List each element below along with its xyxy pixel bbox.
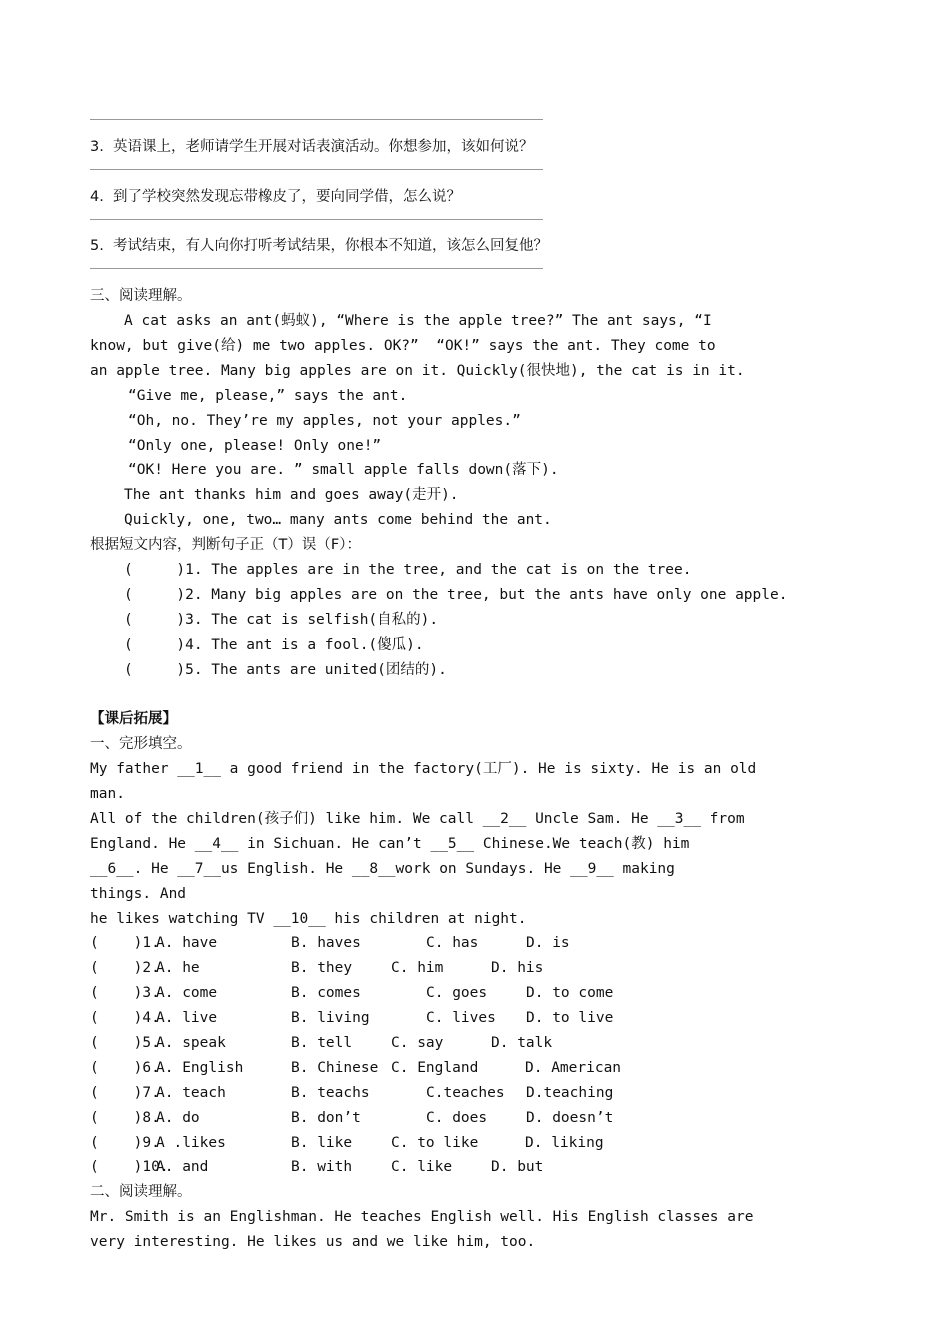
option-row xyxy=(90,1081,790,1106)
cloze-line: man. xyxy=(90,786,125,803)
option-cell: C. him xyxy=(391,960,444,977)
option-cell: D. but xyxy=(491,1159,544,1176)
tf-question: ( )4. The ant is a fool.(傻瓜). xyxy=(124,636,424,653)
option-cell: A. have xyxy=(156,935,218,952)
speaking-question-3: 3. 英语课上，老师请学生开展对话表演活动。你想参加，该如何说？ xyxy=(90,138,534,155)
option-cell: D. American xyxy=(525,1059,622,1076)
option-cell: D. liking xyxy=(525,1134,604,1151)
option-cell: ( )3. xyxy=(90,985,160,1002)
passage-line: “Oh, no. They’re my apples, not your apples.” xyxy=(128,412,521,429)
option-cell: A. he xyxy=(156,960,200,977)
option-cell: C. England xyxy=(391,1059,479,1076)
option-row xyxy=(90,1006,790,1031)
reading-heading: 三、阅读理解。 xyxy=(90,288,192,305)
answer-line xyxy=(90,210,790,235)
option-cell: C.teaches xyxy=(426,1084,505,1101)
option-cell: A. English xyxy=(156,1059,244,1076)
option-row xyxy=(90,956,790,981)
option-cell: A. and xyxy=(156,1159,209,1176)
option-cell: C. goes xyxy=(426,985,488,1002)
cloze-line: My father __1__ a good friend in the factory(工厂). He is sixty. He is an old xyxy=(90,761,757,778)
worksheet-content xyxy=(90,110,790,1255)
option-cell: C. has xyxy=(426,935,479,952)
option-row xyxy=(90,1106,790,1131)
reading2-heading: 二、阅读理解。 xyxy=(90,1184,192,1201)
option-cell: A. live xyxy=(156,1010,218,1027)
option-cell: ( )7. xyxy=(90,1084,160,1101)
cloze-line: England. He __4__ in Sichuan. He can’t __5__ Chinese.We teach(教) him xyxy=(90,835,690,852)
cloze-line: things. And xyxy=(90,885,187,902)
passage-line: A cat asks an ant(蚂蚁), “Where is the apple tree?” The ant says, “I xyxy=(124,313,712,330)
option-cell: A. teach xyxy=(156,1084,226,1101)
passage-line: “Give me, please,” says the ant. xyxy=(128,387,408,404)
option-cell: C. say xyxy=(391,1034,444,1051)
passage-line: “OK! Here you are. ” small apple falls down(落下). xyxy=(128,462,559,479)
option-cell: D.teaching xyxy=(526,1084,614,1101)
reading2-line: very interesting. He likes us and we like him, too. xyxy=(90,1234,536,1251)
option-cell: ( )4. xyxy=(90,1010,160,1027)
option-cell: C. lives xyxy=(426,1010,496,1027)
option-cell: B. don’t xyxy=(291,1109,361,1126)
option-row xyxy=(90,981,790,1006)
passage-line: know, but give(给) me two apples. OK?” “OK!” says the ant. They come to xyxy=(90,338,716,355)
option-cell: ( )5. xyxy=(90,1034,160,1051)
option-cell: C. to like xyxy=(391,1134,479,1151)
tf-question: ( )1. The apples are in the tree, and the cat is on the tree. xyxy=(124,562,692,579)
option-cell: A. come xyxy=(156,985,218,1002)
cloze-line: he likes watching TV __10__ his children at night. xyxy=(90,910,527,927)
cloze-line: __6__. He __7__us English. He __8__work on Sundays. He __9__ making xyxy=(90,860,675,877)
cloze-heading: 一、完形填空。 xyxy=(90,736,192,753)
tf-question: ( )5. The ants are united(团结的). xyxy=(124,661,447,678)
option-row xyxy=(90,1056,790,1081)
extension-title: 【课后拓展】 xyxy=(90,711,177,728)
option-cell: B. Chinese xyxy=(291,1059,379,1076)
option-cell: C. like xyxy=(391,1159,453,1176)
option-cell: B. with xyxy=(291,1159,353,1176)
option-cell: D. doesn’t xyxy=(526,1109,614,1126)
tf-question: ( )3. The cat is selfish(自私的). xyxy=(124,611,439,628)
option-row xyxy=(90,1031,790,1056)
option-row xyxy=(90,931,790,956)
option-row xyxy=(90,1131,790,1156)
option-cell: B. like xyxy=(291,1134,353,1151)
cloze-line: All of the children(孩子们) like him. We call __2__ Uncle Sam. He __3__ from xyxy=(90,810,745,827)
answer-line xyxy=(90,259,790,284)
option-cell: D. talk xyxy=(491,1034,553,1051)
answer-line xyxy=(90,160,790,185)
speaking-question-4: 4. 到了学校突然发现忘带橡皮了，要向同学借，怎么说？ xyxy=(90,188,462,205)
option-cell: ( )6. xyxy=(90,1059,160,1076)
option-cell: B. comes xyxy=(291,985,361,1002)
option-cell: B. they xyxy=(291,960,353,977)
option-cell: ( )10. xyxy=(90,1159,169,1176)
tf-instruction: 根据短文内容，判断句子正（T）误（F）： xyxy=(90,537,361,554)
option-cell: D. is xyxy=(526,935,570,952)
option-cell: ( )9. xyxy=(90,1134,160,1151)
option-cell: B. living xyxy=(291,1010,370,1027)
option-cell: C. does xyxy=(426,1109,488,1126)
option-cell: D. to live xyxy=(526,1010,614,1027)
passage-line: an apple tree. Many big apples are on it. Quickly(很快地), the cat is in it. xyxy=(90,362,745,379)
option-cell: B. tell xyxy=(291,1034,353,1051)
option-cell: A. speak xyxy=(156,1034,226,1051)
option-cell: ( )2. xyxy=(90,960,160,977)
option-cell: A .likes xyxy=(156,1134,226,1151)
tf-question: ( )2. Many big apples are on the tree, but the ants have only one apple. xyxy=(124,586,788,603)
option-cell: B. teachs xyxy=(291,1084,370,1101)
passage-line: Quickly, one, two… many ants come behind the ant. xyxy=(124,512,552,529)
option-cell: D. his xyxy=(491,960,544,977)
passage-line: “Only one, please! Only one!” xyxy=(128,437,382,454)
option-cell: D. to come xyxy=(526,985,614,1002)
answer-line xyxy=(90,110,790,135)
option-cell: A. do xyxy=(156,1109,200,1126)
option-cell: B. haves xyxy=(291,935,361,952)
passage-line: The ant thanks him and goes away(走开). xyxy=(124,487,459,504)
option-cell: ( )1. xyxy=(90,935,160,952)
reading2-line: Mr. Smith is an Englishman. He teaches English well. His English classes are xyxy=(90,1209,754,1226)
speaking-question-5: 5. 考试结束，有人向你打听考试结果，你根本不知道，该怎么回复他？ xyxy=(90,238,549,255)
option-row xyxy=(90,1155,790,1180)
option-cell: ( )8. xyxy=(90,1109,160,1126)
